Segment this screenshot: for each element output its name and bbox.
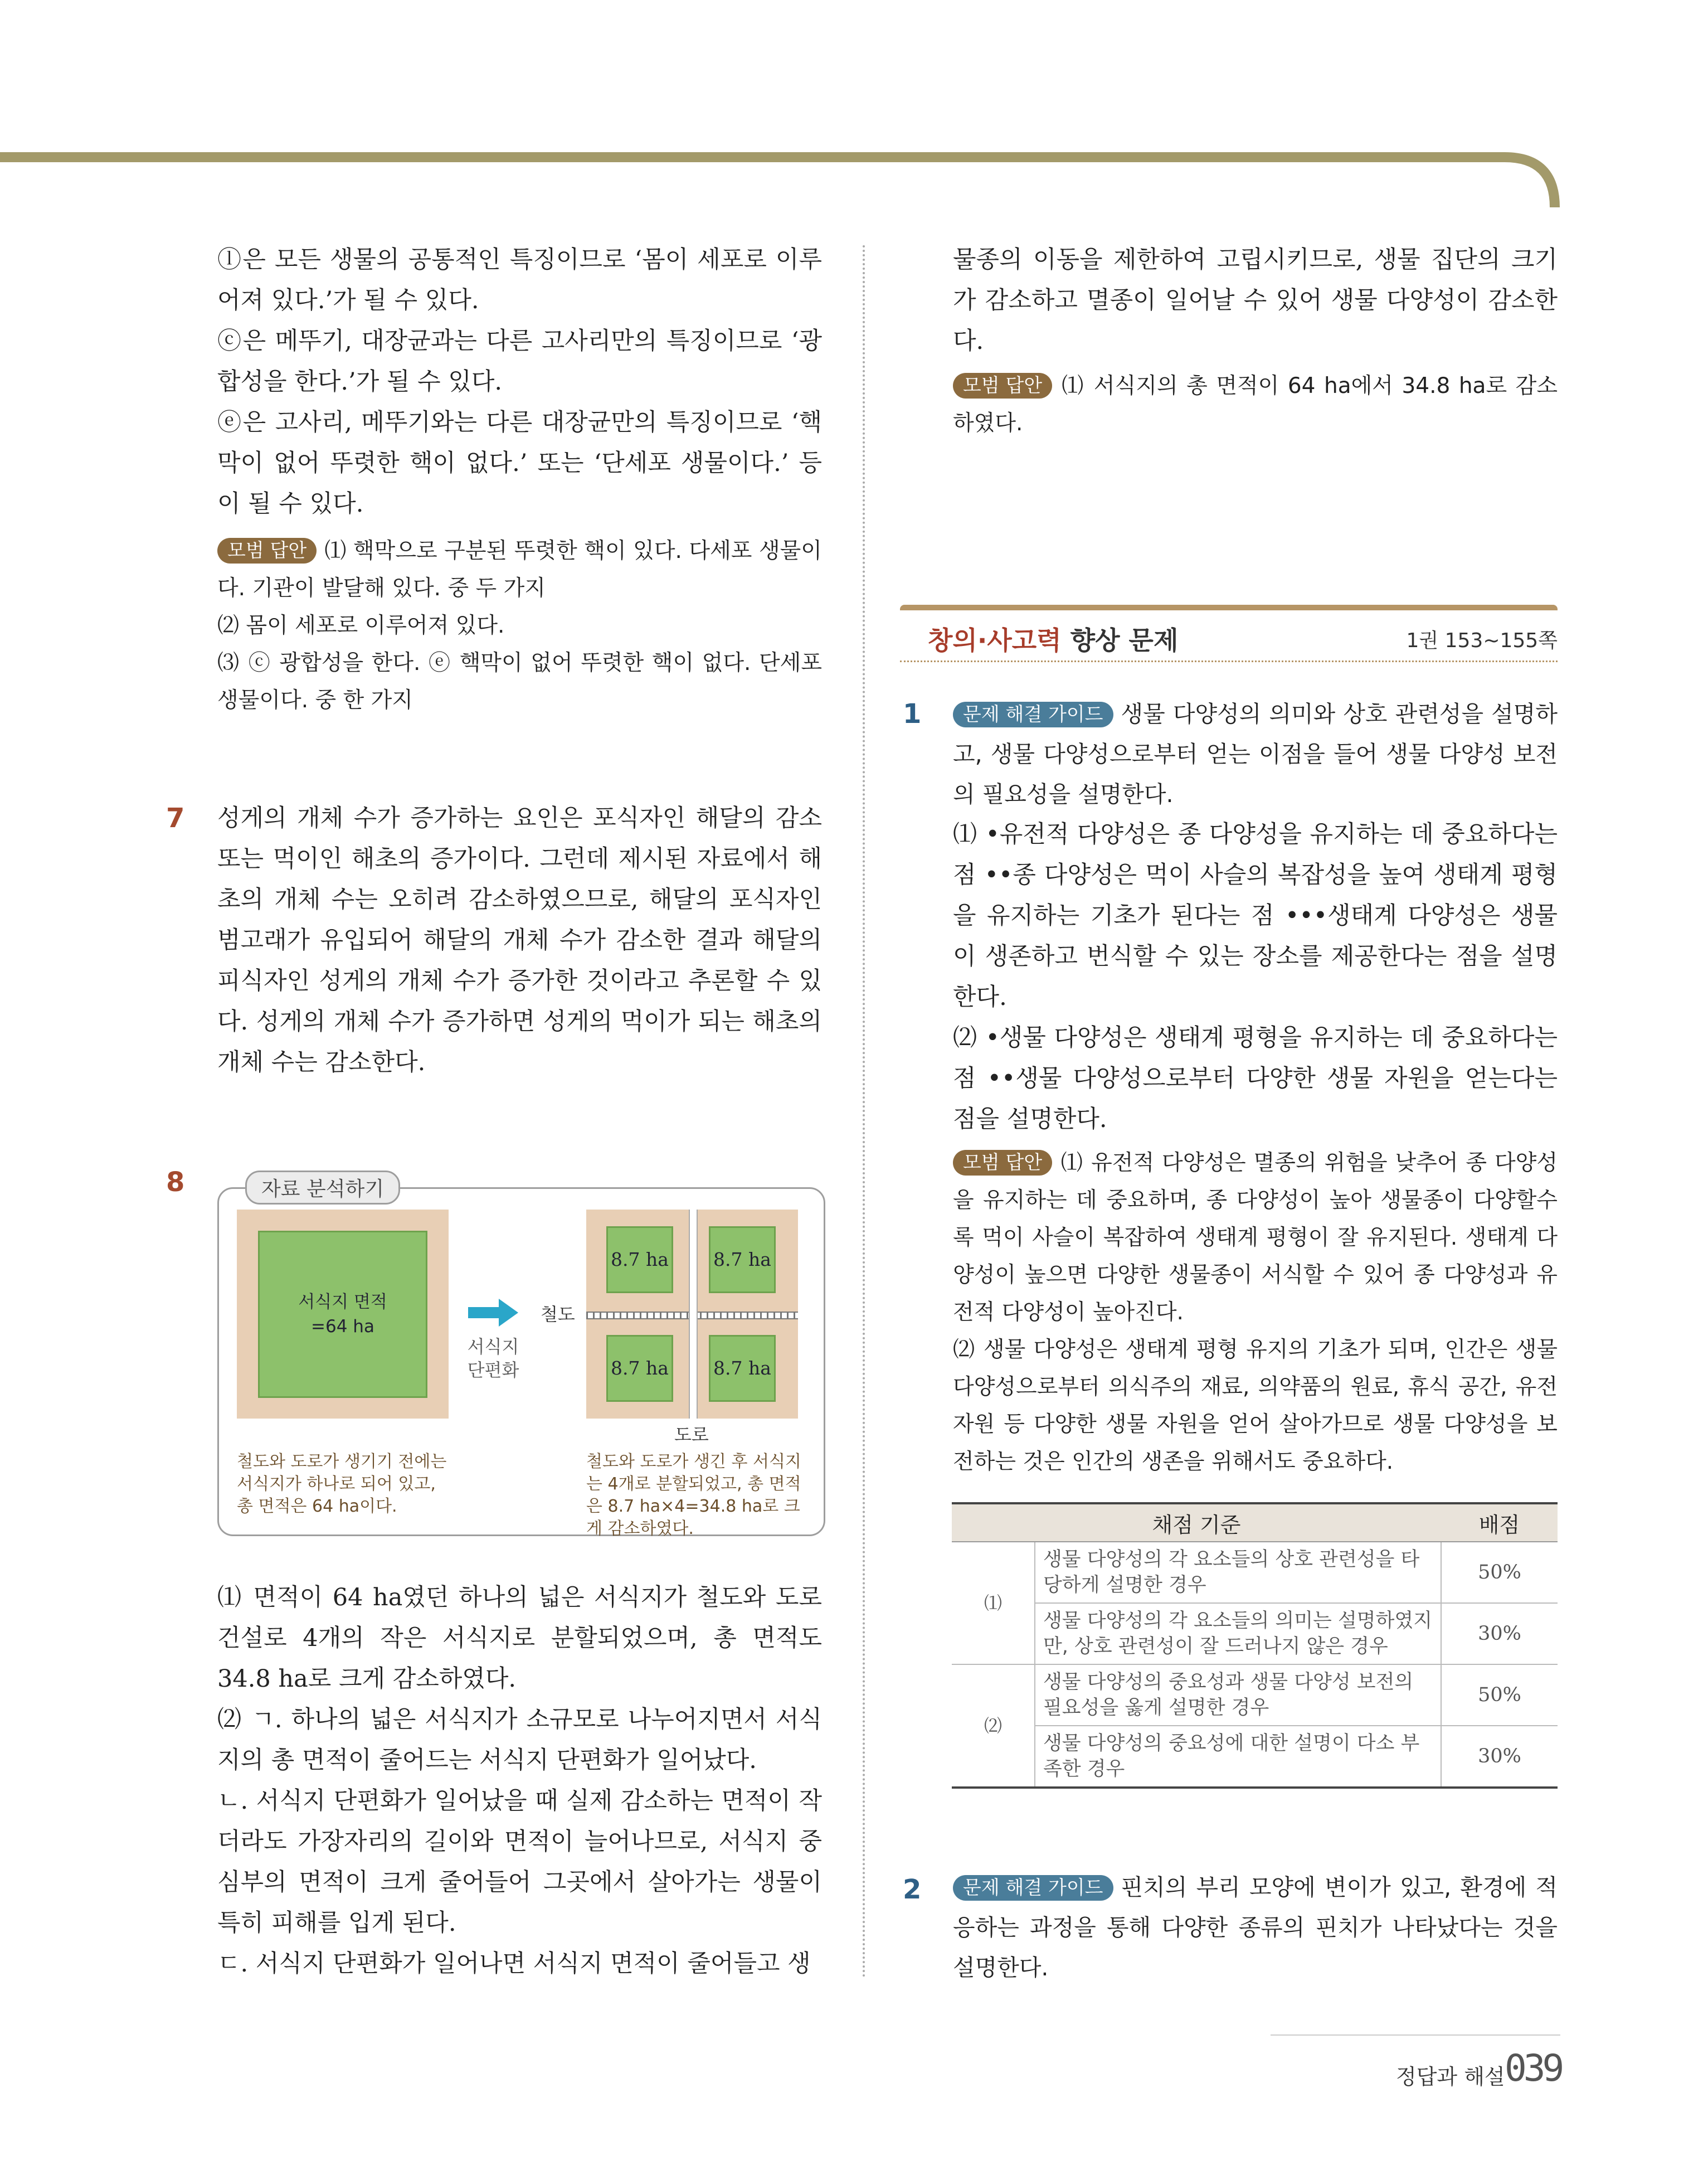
table-points: 30% [1441,1603,1558,1664]
page-number: 039 [1505,2047,1561,2090]
footer-rule [1271,2034,1560,2036]
question-number-8: 8 [166,1167,185,1198]
table-points: 50% [1441,1542,1558,1603]
table-row [952,1603,1558,1664]
continued-text: 물종의 이동을 제한하여 고립시키므로, 생물 집단의 크기가 감소하고 멸종이 일어날 수 있어 생물 다양성이 감소한다. [953,246,1558,355]
model-answer-badge: 모범 답안 [217,538,317,564]
table-header: 채점 기준 [952,1503,1441,1542]
habitat-patch: 8.7 ha [709,1335,776,1402]
table-group: ⑵ [952,1664,1035,1788]
table-row [952,1726,1558,1788]
header-rule [0,0,1708,212]
table-points: 50% [1441,1664,1558,1726]
table-group: ⑴ [952,1542,1035,1664]
table-row [952,1542,1558,1603]
left-column [217,240,822,719]
table-criterion: 생물 다양성의 중요성에 대한 설명이 다소 부족한 경우 [1035,1726,1441,1788]
q8-paragraph: ⑵ ㄱ. 하나의 넓은 서식지가 소규모로 나누어지면서 서식지의 총 면적이 줄어드는 서식지 단편화가 일어났다. [217,1706,822,1774]
table-points: 30% [1441,1726,1558,1788]
road [689,1210,698,1419]
question-number-1: 1 [903,698,922,730]
q1-item: ⑵ •생물 다양성은 생태계 평형을 유지하는 데 중요하다는 점 ••생물 다양성으로부터 다양한 생물 자원을 얻는다는 점을 설명한다. [953,1024,1558,1133]
table-criterion: 생물 다양성의 각 요소들의 의미는 설명하였지만, 상호 관련성이 잘 드러나지 않은 경우 [1035,1603,1441,1664]
q8-paragraph: ⑴ 면적이 64 ha였던 하나의 넓은 서식지가 철도와 도로 건설로 4개의 작은 서식지로 분할되었으며, 총 면적도 34.8 ha로 크게 감소하였다. [217,1584,822,1693]
explanation-line: ⓛ은 모든 생물의 공통적인 특징이므로 ‘몸이 세포로 이루어져 있다.’가 될 수 있다. [217,246,822,314]
caption-before: 철도와 도로가 생기기 전에는 서식지가 하나로 되어 있고, 총 면적은 64 ha이다. [237,1452,447,1516]
table-criterion: 생물 다양성의 중요성과 생물 다양성 보전의 필요성을 옳게 설명한 경우 [1035,1664,1441,1726]
footer-label: 정답과 해설 [1396,2065,1505,2089]
problem-guide: 문제 해결 가이드 핀치의 부리 모양에 변이가 있고, 환경에 적응하는 과정을 통해 다양한 종류의 핀치가 나타났다는 것을 설명한다. [953,1874,1558,1981]
explanation-line: ⓔ은 고사리, 메뚜기와는 다른 대장균만의 특징이므로 ‘핵막이 없어 뚜렷한 핵이 없다.’ 또는 ‘단세포 생물이다.’ 등이 될 수 있다. [217,409,822,518]
table-header: 배점 [1441,1503,1558,1542]
model-answer-badge: 모범 답안 [953,373,1052,399]
habitat-patch: 8.7 ha [606,1335,673,1402]
habitat-before: 서식지 면적 =64 ha [258,1231,427,1398]
scoring-table [952,1502,1558,1789]
table-row [952,1664,1558,1726]
question-number-7: 7 [166,803,185,834]
model-answer-badge: 모범 답안 [953,1150,1052,1176]
question-7-explanation: 성게의 개체 수가 증가하는 요인은 포식자인 해달의 감소 또는 먹이인 해초의 증가이다. 그런데 제시된 자료에서 해초의 개체 수는 오히려 감소하였으므로, 해달의 포식자인 범고래가 유입되어 해달의 개체 수가 감소한 결과 해달의 피식자인 성게의 개체 수가 증가한 것이라고 추론할 수 있다. 성게의 개체 수가 증가하면 성게의 먹이가 되는 해초의 개체 수는 감소한다. [217,804,822,1076]
question-number-2: 2 [903,1874,922,1905]
section-header [900,605,1558,666]
habitat-patch: 8.7 ha [709,1226,776,1293]
road-label: 도로 [674,1424,709,1445]
arrow-right-icon [468,1299,518,1327]
section-title: 창의·사고력 향상 문제 [928,625,1179,655]
question-1-content [953,694,1558,1480]
model-answer-line: ⑶ ⓒ 광합성을 한다. ⓔ 핵막이 없어 뚜렷한 핵이 없다. 단세포 생물이다. 중 한 가지 [217,650,822,713]
q1-item: ⑴ •유전적 다양성은 종 다양성을 유지하는 데 중요하다는 점 ••종 다양성은 먹이 사슬의 복잡성을 높여 생태계 평형을 유지하는 기초가 된다는 점 •••생태계 다양성은 생물이 생존하고 번식할 수 있는 장소를 제공한다는 점을 설명한다. [953,820,1558,1011]
caption-after: 철도와 도로가 생긴 후 서식지는 4개로 분할되었고, 총 면적은 8.7 ha×4=34.8 ha로 크게 감소하였다. [586,1452,801,1538]
model-answer: 모범 답안 ⑴ 핵막으로 구분된 뚜렷한 핵이 있다. 다세포 생물이다. 기관이 발달해 있다. 중 두 가지 [217,538,822,601]
habitat-patch: 8.7 ha [606,1226,673,1293]
model-answer: 모범 답안 ⑴ 서식지의 총 면적이 64 ha에서 34.8 ha로 감소하였다. [953,373,1558,436]
question-2-content [953,1867,1558,1988]
right-column [953,240,1558,442]
guide-badge: 문제 해결 가이드 [953,702,1113,727]
column-divider [863,245,865,1979]
fragmentation-label: 서식지 단편화 [467,1336,519,1381]
railway-label: 철도 [541,1304,575,1325]
model-answer-line: ⑵ 생물 다양성은 생태계 평형 유지의 기초가 되며, 인간은 생물 다양성으로부터 의식주의 재료, 의약품의 원료, 휴식 공간, 유전자원 등 다양한 생물 자원을 얻어 살아가므로 생물 다양성을 보전하는 것은 인간의 생존을 위해서도 중요하다. [953,1337,1558,1474]
q8-paragraph: ㄷ. 서식지 단편화가 일어나면 서식지 면적이 줄어들고 생 [217,1950,811,1978]
explanation-line: ⓒ은 메뚜기, 대장균과는 다른 고사리만의 특징이므로 ‘광합성을 한다.’가 될 수 있다. [217,327,822,396]
q8-paragraph: ㄴ. 서식지 단편화가 일어났을 때 실제 감소하는 면적이 작더라도 가장자리의 길이와 면적이 늘어나므로, 서식지 중심부의 면적이 크게 줄어들어 그곳에서 살아가는 생물이 특히 피해를 입게 된다. [217,1787,822,1937]
model-answer: 모범 답안 ⑴ 유전적 다양성은 멸종의 위험을 낮추어 종 다양성을 유지하는 데 중요하며, 종 다양성이 높아 생물종이 다양할수록 먹이 사슬이 복잡하여 생태계 평형이 잘 유지된다. 생태계 다양성이 높으면 다양한 생물종이 서식할 수 있어 종 다양성과 유전적 다양성이 높아진다. [953,1150,1558,1325]
question-8-explanation [217,1577,822,1984]
model-answer-line: ⑵ 몸이 세포로 이루어져 있다. [217,613,505,638]
section-reference: 1권 153~155쪽 [1406,629,1558,652]
guide-badge: 문제 해결 가이드 [953,1875,1113,1901]
table-header-row [952,1503,1558,1542]
figure-tag: 자료 분석하기 [245,1171,400,1205]
table-criterion: 생물 다양성의 각 요소들의 상호 관련성을 타당하게 설명한 경우 [1035,1542,1441,1603]
problem-guide: 문제 해결 가이드 생물 다양성의 의미와 상호 관련성을 설명하고, 생물 다양성으로부터 얻는 이점을 들어 생물 다양성 보전의 필요성을 설명한다. [953,701,1558,808]
